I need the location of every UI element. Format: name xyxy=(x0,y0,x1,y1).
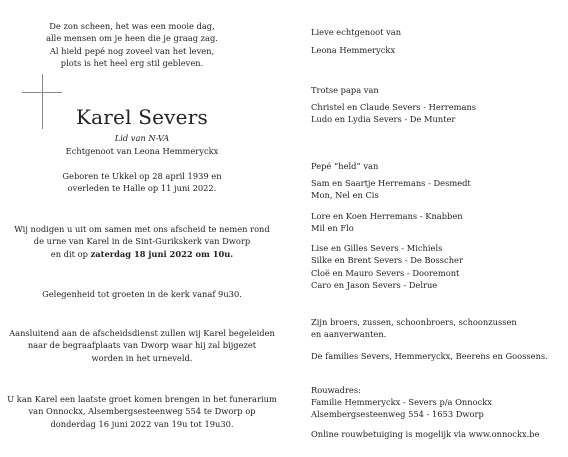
children-list xyxy=(311,101,476,126)
poem xyxy=(20,20,244,70)
invitation xyxy=(0,223,284,260)
families: De families Severs, Hemmeryckx, Beerens en Goossens. xyxy=(311,351,548,361)
pepe-label: Pepé “held” van xyxy=(311,161,379,171)
birth-death xyxy=(0,170,284,195)
birth-line: Geboren te Ukkel op 28 april 1939 en xyxy=(62,171,222,181)
poem-line: De zon scheen, het was een mooie dag, xyxy=(49,21,215,31)
poem-line: Al hield pepé nog zoveel van het leven, xyxy=(49,45,215,56)
deceased-name: Karel Severs xyxy=(76,105,208,129)
invite-line: de urne van Karel in de Sint-Gurikskerk van Dworp xyxy=(33,236,251,247)
child-line: Ludo en Lydia Severs - De Munter xyxy=(311,114,456,125)
invite-line xyxy=(0,248,284,260)
grandchild-line: Cloë en Mauro Severs - Dooremont xyxy=(311,267,460,278)
burial-info xyxy=(0,327,284,364)
visit-line: van Onnockx, Alsembergsesteenweg 554 te Dworp op xyxy=(28,406,256,417)
address-line: Familie Hemmeryckx - Severs p/a Onnockx xyxy=(311,397,492,407)
wife-name: Leona Hemmeryckx xyxy=(311,45,396,55)
grandchild-line: Mon, Nel en Cis xyxy=(311,190,379,201)
papa-label: Trotse papa van xyxy=(311,85,379,95)
grandchild-line: Mil en Flo xyxy=(311,223,354,234)
grandchildren-group xyxy=(311,177,471,202)
burial-line: naar de begraafplaats van Dworp waar hij zal bijgezet xyxy=(27,340,257,351)
visit-line: U kan Karel een laatste groet komen brengen in het funerarium xyxy=(7,394,277,404)
membership: Lid van N-VA xyxy=(114,133,170,143)
grandchildren-group xyxy=(311,210,463,235)
invite-line: Wij nodigen u uit om samen met ons afscheid te nemen rond xyxy=(14,224,270,234)
address-line: Alsembergsesteenweg 554 - 1653 Dworp xyxy=(311,409,484,420)
grandchild-line: Lore en Koen Herremans - Knabben xyxy=(311,211,463,221)
poem-line: alle mensen om je heen die je graag zag. xyxy=(46,33,218,44)
grandchild-line: Caro en Jason Severs - Delrue xyxy=(311,280,438,291)
grandchild-line: Lise en Gilles Severs - Michiels xyxy=(311,243,443,253)
siblings-line: Zijn broers, zussen, schoonbroers, schoonzussen xyxy=(311,317,517,327)
wife-label: Lieve echtgenoot van xyxy=(311,27,402,37)
burial-line: worden in het urneveld. xyxy=(91,352,193,363)
grandchild-line: Silke en Brent Severs - De Bosscher xyxy=(311,255,463,266)
cross-icon-bar xyxy=(22,92,62,93)
burial-line: Aansluitend aan de afscheidsdienst zullen wij Karel begeleiden xyxy=(9,328,275,338)
grandchild-line: Sam en Saartje Herremans - Desmedt xyxy=(311,178,471,188)
invite-pre: en dit op xyxy=(50,248,91,259)
siblings xyxy=(311,316,517,341)
greeting-info: Gelegenheid tot groeten in de kerk vanaf 9u30. xyxy=(42,289,242,299)
address xyxy=(311,396,492,421)
address-label: Rouwadres: xyxy=(311,385,361,395)
visit-info xyxy=(0,393,284,430)
visit-line: donderdag 16 juni 2022 van 19u tot 19u30. xyxy=(50,418,234,429)
ceremony-date: zaterdag 18 juni 2022 om 10u. xyxy=(90,248,234,259)
child-line: Christel en Claude Severs - Herremans xyxy=(311,102,477,112)
spouse-line: Echtgenoot van Leona Hemmeryckx xyxy=(65,146,219,156)
siblings-line: en aanverwanten. xyxy=(311,329,387,340)
grandchildren-group xyxy=(311,242,463,292)
online-condolence: Online rouwbetuiging is mogelijk via www.onnockx.be xyxy=(311,429,540,439)
death-line: overleden te Halle op 11 juni 2022. xyxy=(67,183,217,194)
poem-line: plots is het heel erg stil gebleven. xyxy=(60,58,204,69)
